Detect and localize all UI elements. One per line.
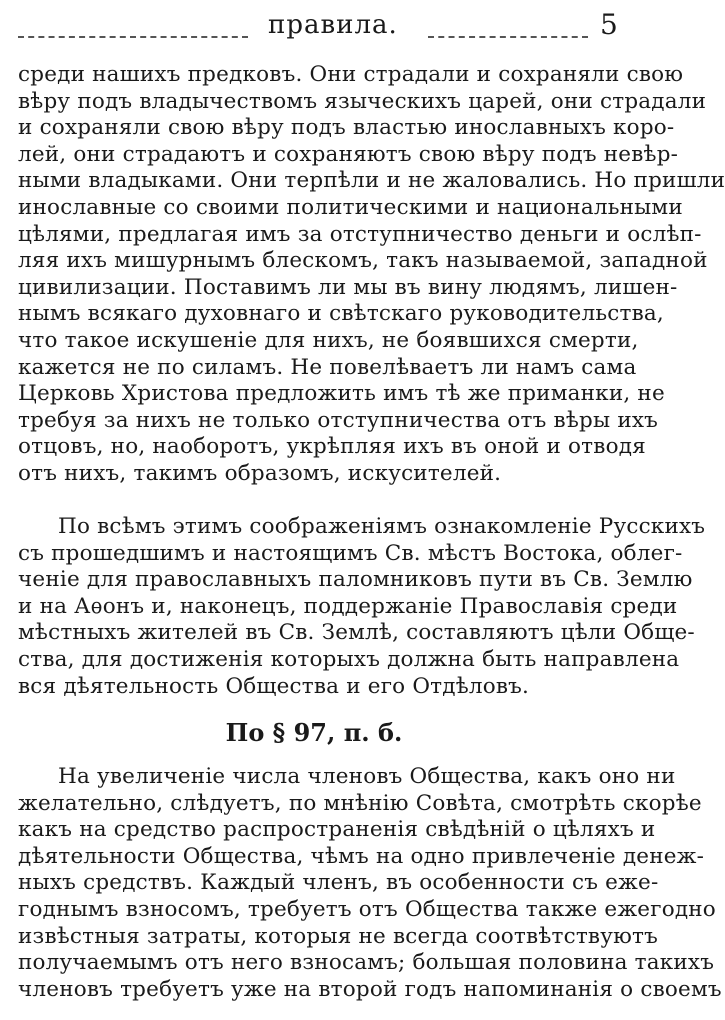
paragraph-2 (18, 514, 706, 700)
text-line: ляя ихъ мишурнымъ блескомъ, такъ называемой, западной (18, 248, 708, 274)
text-line: и на Аѳонъ и, наконецъ, поддержанiе Православiя среди (18, 593, 678, 619)
text-line: дѣятельности Общества, чѣмъ на одно привлеченiе денеж- (18, 843, 705, 869)
text-line: инославные со своими политическими и национальными (18, 194, 683, 220)
text-line: ными владыками. Они терпѣли и не жаловались. Но пришли (18, 168, 725, 194)
text-line: нымъ всякаго духовнаго и свѣтскаго руководительства, (18, 301, 664, 327)
text-line: цѣлями, предлагая имъ за отступничество деньги и ослѣп- (18, 221, 702, 247)
text-line: среди нашихъ предковъ. Они страдали и сохраняли свою (18, 62, 684, 87)
text-line: что такое искушенiе для нихъ, не боявшихся смерти, (18, 327, 639, 353)
running-header (18, 6, 618, 46)
text-line: желательно, слѣдуетъ, по мнѣнiю Совѣта, смотрѣть скорѣе (18, 790, 702, 816)
text-line: и сохраняли свою вѣру подъ властью инославныхъ коро- (18, 115, 675, 141)
text-line: мѣстныхъ жителей въ Св. Землѣ, составляютъ цѣли Обще- (18, 620, 695, 646)
text-line: извѣстныя затраты, которыя не всегда соотвѣтствуютъ (18, 923, 658, 949)
text-line: ныхъ средствъ. Каждый членъ, въ особенности съ еже- (18, 870, 659, 896)
header-rule-right (428, 36, 588, 38)
text-line: кажется не по силамъ. Не повелѣваетъ ли намъ сама (18, 354, 637, 380)
page-number: 5 (600, 8, 618, 41)
text-line: ства, для достиженiя которыхъ должна быть направлена (18, 646, 680, 672)
text-line: членовъ требуетъ уже на второй годъ напоминанiя о своемъ (18, 976, 722, 1002)
text-line: цивилизации. Поставимъ ли мы въ вину людямъ, лишен- (18, 274, 678, 300)
paragraph-3 (18, 764, 722, 1003)
text-line: Церковь Христова предложить имъ тѣ же приманки, не (18, 381, 665, 407)
text-line: вѣру подъ владычествомъ языческихъ царей, они страдали (18, 88, 707, 114)
text-line: какъ на средство распространенiя свѣдѣнiй о цѣляхъ и (18, 817, 656, 843)
header-title: правила. (268, 10, 398, 40)
header-rule-left (18, 36, 248, 38)
text-line: отъ нихъ, такимъ образомъ, искусителей. (18, 460, 502, 486)
text-line: По всѣмъ этимъ соображенiямъ ознакомленiе Русскихъ (58, 514, 706, 539)
paragraph-1 (18, 62, 725, 488)
text-line: вся дѣятельность Общества и его Отдѣловъ. (18, 673, 530, 699)
section-heading: По § 97, п. б. (225, 718, 403, 747)
text-line: требуя за нихъ не только отступничества отъ вѣры ихъ (18, 407, 659, 433)
text-line: съ прошедшимъ и настоящимъ Св. мѣстъ Востока, облег- (18, 540, 683, 566)
text-line: лей, они страдаютъ и сохраняютъ свою вѣру подъ невѣр- (18, 141, 679, 167)
text-line: годнымъ взносомъ, требуетъ отъ Общества также ежегодно (18, 896, 716, 922)
text-line: ченiе для православныхъ паломниковъ пути въ Св. Землю (18, 567, 693, 593)
text-line: получаемымъ отъ него взносамъ; большая половина такихъ (18, 950, 715, 976)
text-line: На увеличенiе числа членовъ Общества, какъ оно ни (58, 764, 676, 789)
text-line: отцовъ, но, наоборотъ, укрѣпляя ихъ въ оной и отводя (18, 434, 646, 460)
